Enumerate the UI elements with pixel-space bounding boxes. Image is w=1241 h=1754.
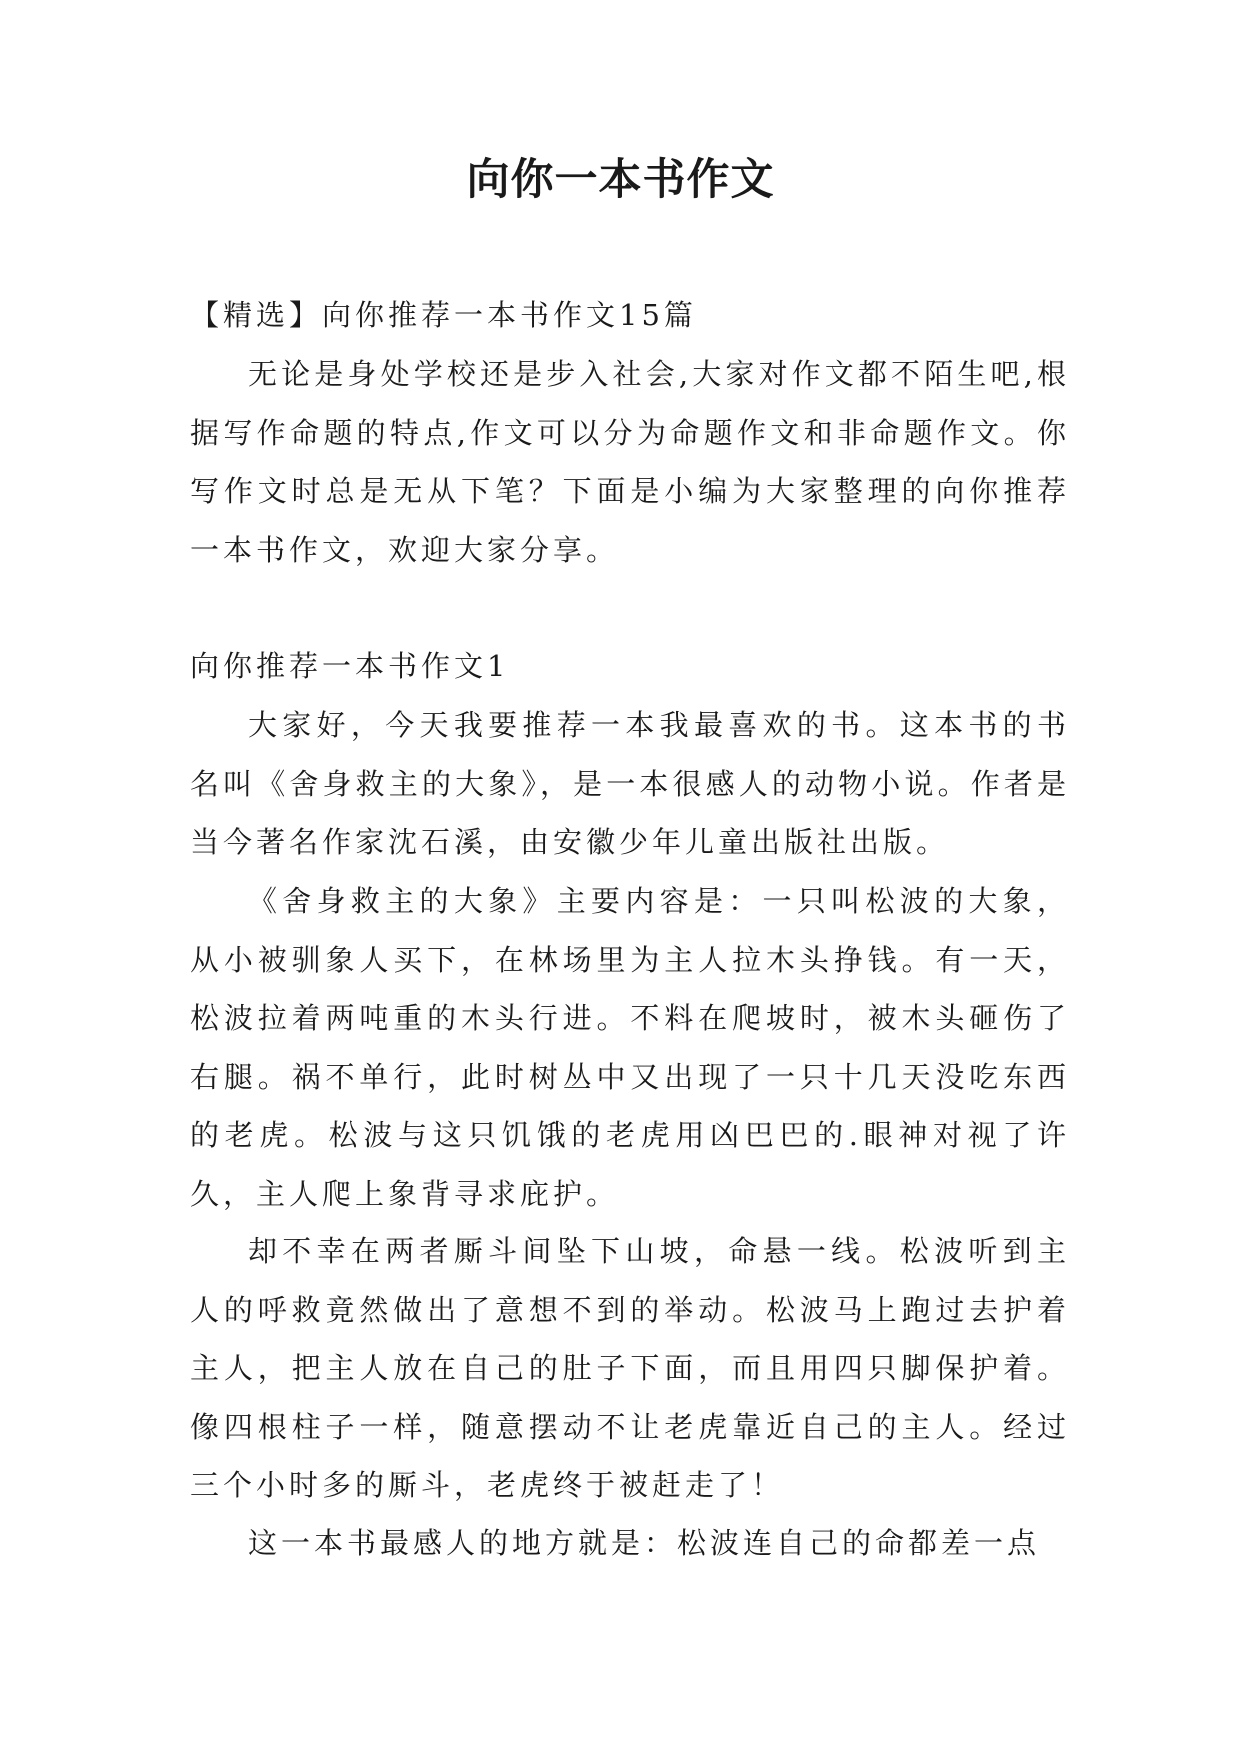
body-paragraph-1: 大家好，今天我要推荐一本我最喜欢的书。这本书的书名叫《舍身救主的大象》，是一本很感人的动物小说。作者是当今著名作家沈石溪，由安徽少年儿童出版社出版。 <box>190 708 1070 860</box>
body-paragraph-2: 《舍身救主的大象》主要内容是：一只叫松波的大象，从小被驯象人买下，在林场里为主人拉木头挣钱。有一天，松波拉着两吨重的木头行进。不料在爬坡时，被木头砸伤了右腿。祸不单行，此时树丛中又出现了一只十几天没吃东西的老虎。松波与这只饥饿的老虎用凶巴巴的.眼神对视了许久，主人爬上象背寻求庇护。 <box>190 884 1070 1211</box>
document-subtitle: 【精选】向你推荐一本书作文15篇 <box>190 298 697 332</box>
body-paragraph-3: 却不幸在两者厮斗间坠下山坡，命悬一线。松波听到主人的呼救竟然做出了意想不到的举动。松波马上跑过去护着主人，把主人放在自己的肚子下面，而且用四只脚保护着。像四根柱子一样，随意摆动不让老虎靠近自己的主人。经过三个小时多的厮斗，老虎终于被赶走了！ <box>190 1234 1070 1503</box>
intro-paragraph: 无论是身处学校还是步入社会,大家对作文都不陌生吧,根据写作命题的特点,作文可以分为命题作文和非命题作文。你写作文时总是无从下笔？下面是小编为大家整理的向你推荐一本书作文，欢迎大家分享。 <box>190 357 1070 567</box>
body-paragraph-4: 这一本书最感人的地方就是：松波连自己的命都差一点 <box>248 1526 1041 1560</box>
section-heading: 向你推荐一本书作文1 <box>190 649 510 683</box>
document-title: 向你一本书作文 <box>466 155 775 205</box>
